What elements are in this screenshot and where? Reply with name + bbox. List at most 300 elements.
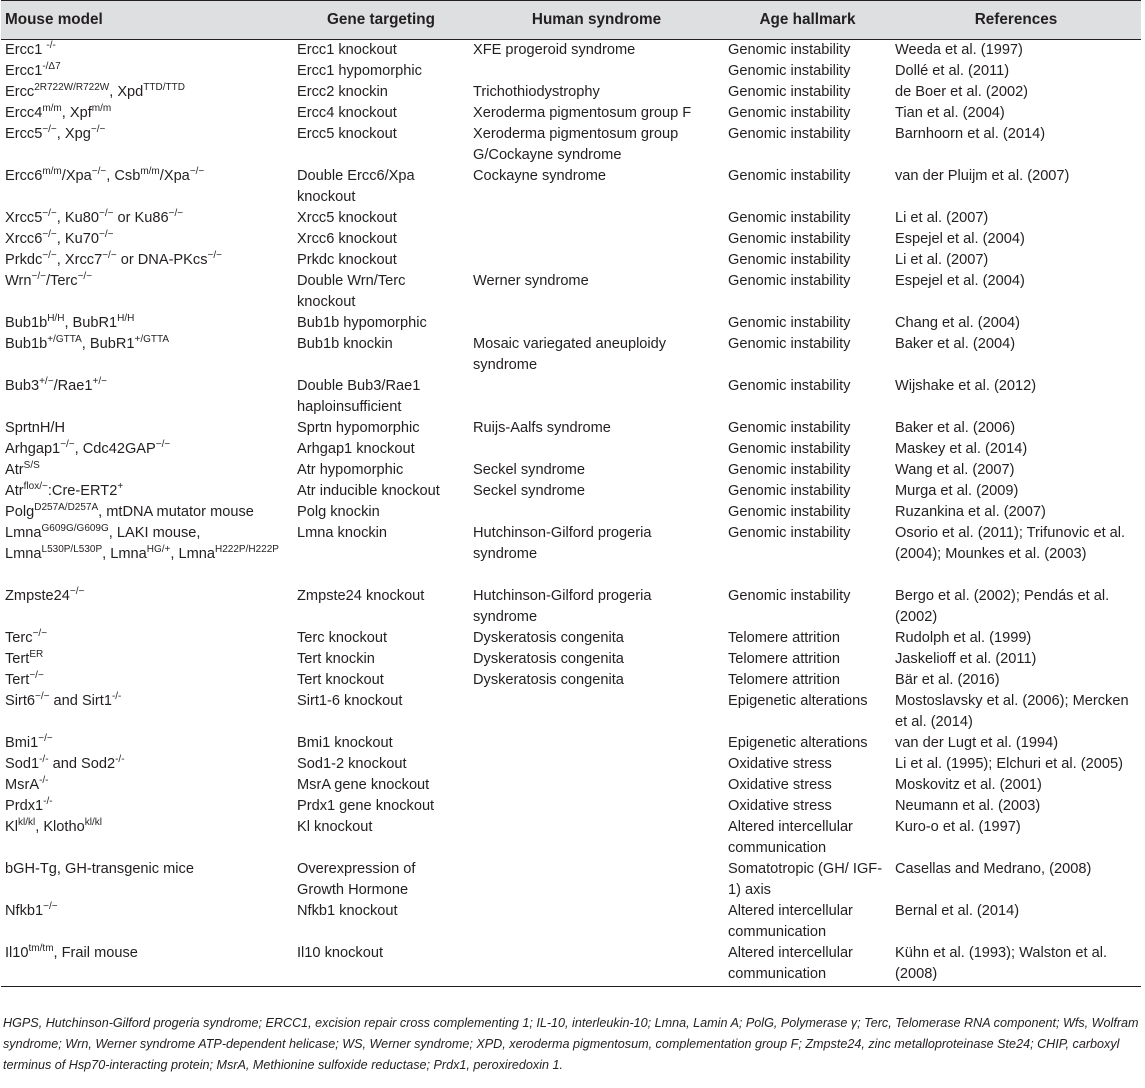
cell-mouse-model (1, 418, 293, 439)
genotype-superscript: +/− (39, 376, 54, 387)
cell-references: Wang et al. (2007) (895, 462, 1015, 478)
cell-human-syndrome (469, 733, 724, 754)
cell-gene-targeting: MsrA gene knockout (297, 777, 430, 793)
genotype-superscript: -/- (39, 754, 49, 765)
model-text: Bub3 (5, 378, 40, 394)
genotype-superscript: −/− (98, 229, 114, 240)
genotype-superscript: −/− (91, 166, 107, 177)
model-text: , Xpf (61, 105, 92, 121)
cell-references: Bergo et al. (2002); Pendás et al. (2002) (895, 588, 1110, 625)
table-row (1, 859, 1141, 901)
table-row (1, 166, 1141, 208)
genotype-superscript: tm/tm (28, 943, 54, 954)
cell-human-syndrome: Seckel syndrome (473, 483, 585, 499)
model-text: Bmi1 (5, 735, 39, 751)
cell-human-syndrome (469, 775, 724, 796)
cell-references: Weeda et al. (1997) (895, 42, 1023, 58)
cell-gene-targeting: Double Wrn/Terc knockout (297, 273, 406, 310)
table-row (1, 124, 1141, 166)
model-text: Kl (5, 819, 18, 835)
header-age-hallmark: Age hallmark (724, 1, 891, 40)
model-text: Arhgap1 (5, 441, 61, 457)
model-text: Nfkb1 (5, 903, 44, 919)
model-text: or DNA-PKcs (116, 252, 208, 268)
model-text: Lmna (5, 525, 42, 541)
cell-gene-targeting: Atr inducible knockout (297, 483, 440, 499)
cell-references: Mostoslavsky et al. (2006); Mercken et al. (2014) (895, 693, 1129, 730)
cell-human-syndrome: Hutchinson-Gilford progeria syndrome (473, 525, 652, 562)
table-row (1, 439, 1141, 460)
cell-references: Baker et al. (2006) (895, 420, 1016, 436)
table-row (1, 271, 1141, 313)
cell-human-syndrome (469, 250, 724, 271)
cell-mouse-model (1, 40, 293, 62)
cell-references: Ruzankina et al. (2007) (895, 504, 1046, 520)
genotype-superscript: −/− (38, 733, 53, 744)
model-text: Atr (5, 483, 24, 499)
cell-gene-targeting: Kl knockout (297, 819, 373, 835)
genotype-superscript: −/− (43, 901, 58, 912)
cell-gene-targeting: Sirt1-6 knockout (297, 693, 403, 709)
genotype-superscript: −/− (42, 229, 57, 240)
cell-references: Wijshake et al. (2012) (895, 378, 1037, 394)
genotype-superscript: −/− (35, 691, 50, 702)
cell-gene-targeting: Double Ercc6/Xpa knockout (297, 168, 415, 205)
cell-mouse-model (1, 439, 293, 460)
cell-age-hallmark: Genomic instability (728, 462, 851, 478)
genotype-superscript: −/− (90, 124, 106, 135)
cell-mouse-model (1, 502, 293, 523)
cell-age-hallmark: Oxidative stress (728, 756, 832, 772)
cell-human-syndrome: Cockayne syndrome (473, 168, 607, 184)
model-text: , Cdc42GAP (74, 441, 156, 457)
cell-human-syndrome: Hutchinson-Gilford progeria syndrome (473, 588, 652, 625)
cell-mouse-model (1, 61, 293, 82)
cell-age-hallmark: Genomic instability (728, 105, 851, 121)
model-text: /Xpa (61, 168, 92, 184)
genotype-superscript: −/− (168, 208, 184, 219)
cell-gene-targeting: Overexpression of Growth Hormone (297, 861, 416, 898)
model-text: , Frail mouse (53, 945, 138, 961)
cell-references: van der Lugt et al. (1994) (895, 735, 1059, 751)
model-text: and Sod2 (48, 756, 116, 772)
cell-references: Kuro-o et al. (1997) (895, 819, 1021, 835)
cell-mouse-model (1, 166, 293, 208)
model-text: Ercc1 (5, 42, 47, 58)
cell-gene-targeting: Prkdc knockout (297, 252, 397, 268)
model-text: Bub1b (5, 315, 48, 331)
cell-mouse-model (1, 775, 293, 796)
cell-gene-targeting: Arhgap1 knockout (297, 441, 415, 457)
genotype-superscript: L530P/L530P (41, 544, 103, 555)
cell-references: Jaskelioff et al. (2011) (895, 651, 1037, 667)
cell-mouse-model (1, 670, 293, 691)
model-text: Terc (5, 630, 33, 646)
table-row (1, 733, 1141, 754)
table-row (1, 523, 1141, 586)
cell-references: Li et al. (2007) (895, 210, 989, 226)
table-body (1, 40, 1141, 987)
genotype-superscript: -/- (111, 691, 122, 702)
cell-references: Bernal et al. (2014) (895, 903, 1020, 919)
cell-mouse-model (1, 271, 293, 313)
cell-age-hallmark: Genomic instability (728, 126, 851, 142)
model-text: Wrn (5, 273, 32, 289)
cell-human-syndrome (469, 859, 724, 901)
model-text: and Sirt1 (49, 693, 112, 709)
cell-gene-targeting: Bub1b hypomorphic (297, 315, 427, 331)
model-text: Polg (5, 504, 35, 520)
cell-human-syndrome (469, 229, 724, 250)
cell-mouse-model (1, 208, 293, 229)
genotype-superscript: -/- (46, 40, 56, 51)
cell-age-hallmark: Oxidative stress (728, 798, 832, 814)
mouse-models-table (1, 0, 1141, 987)
table-row (1, 628, 1141, 649)
genotype-superscript: + (117, 481, 124, 492)
table-row (1, 229, 1141, 250)
cell-age-hallmark: Altered intercellular communication (728, 903, 853, 940)
cell-age-hallmark: Somatotropic (GH/ IGF-1) axis (728, 861, 883, 898)
cell-age-hallmark: Genomic instability (728, 252, 851, 268)
table-row (1, 208, 1141, 229)
table-row (1, 586, 1141, 628)
header-row (1, 1, 1141, 40)
cell-gene-targeting: Ercc5 knockout (297, 126, 397, 142)
cell-mouse-model (1, 628, 293, 649)
model-text: , Xpd (109, 84, 144, 100)
genotype-superscript: +/− (92, 376, 107, 387)
cell-age-hallmark: Telomere attrition (728, 630, 840, 646)
genotype-superscript: −/− (155, 439, 171, 450)
cell-mouse-model (1, 943, 293, 986)
cell-mouse-model (1, 733, 293, 754)
header-human-syndrome: Human syndrome (469, 1, 724, 40)
header-mouse-model: Mouse model (1, 1, 293, 40)
cell-human-syndrome (469, 943, 724, 986)
table-row (1, 502, 1141, 523)
cell-gene-targeting: Double Bub3/Rae1 haploinsufficient (297, 378, 421, 415)
cell-age-hallmark: Genomic instability (728, 525, 851, 541)
cell-mouse-model (1, 124, 293, 166)
model-text: Atr (5, 462, 24, 478)
cell-age-hallmark: Genomic instability (728, 315, 851, 331)
genotype-superscript: m/m (42, 103, 62, 114)
model-text: , Csb (106, 168, 141, 184)
cell-age-hallmark: Telomere attrition (728, 672, 840, 688)
model-text: , Lmna (170, 546, 216, 562)
model-text: Tert (5, 672, 30, 688)
genotype-superscript: −/− (60, 439, 75, 450)
cell-mouse-model (1, 817, 293, 859)
genotype-superscript: −/− (207, 250, 222, 261)
cell-mouse-model (1, 481, 293, 502)
model-text: , Ku70 (56, 231, 99, 247)
cell-human-syndrome: Trichothiodystrophy (473, 84, 600, 100)
cell-references: van der Pluijm et al. (2007) (895, 168, 1070, 184)
cell-gene-targeting: Ercc4 knockout (297, 105, 397, 121)
cell-age-hallmark: Genomic instability (728, 504, 851, 520)
model-text: Bub1b (5, 336, 48, 352)
table-row (1, 250, 1141, 271)
model-text: /Rae1 (53, 378, 93, 394)
cell-gene-targeting: Il10 knockout (297, 945, 383, 961)
model-text: Ercc (5, 84, 35, 100)
genotype-superscript: G609G/G609G (41, 523, 109, 534)
genotype-superscript: -/- (43, 796, 53, 807)
table-header (1, 1, 1141, 40)
genotype-superscript: H/H (117, 313, 135, 324)
cell-age-hallmark: Epigenetic alterations (728, 735, 868, 751)
cell-references: Kühn et al. (1993); Walston et al. (2008) (895, 945, 1107, 982)
cell-gene-targeting: Polg knockin (297, 504, 380, 520)
table-row (1, 691, 1141, 733)
model-text: Xrcc5 (5, 210, 43, 226)
cell-mouse-model (1, 460, 293, 481)
table-row (1, 775, 1141, 796)
cell-human-syndrome (469, 754, 724, 775)
model-text: , Xrcc7 (56, 252, 103, 268)
model-text: , Klotho (35, 819, 85, 835)
cell-age-hallmark: Genomic instability (728, 420, 851, 436)
cell-gene-targeting: Ercc1 hypomorphic (297, 63, 422, 79)
cell-references: Espejel et al. (2004) (895, 231, 1025, 247)
model-text: Zmpste24 (5, 588, 70, 604)
model-text: , Lmna (102, 546, 147, 562)
cell-references: Maskey et al. (2014) (895, 441, 1028, 457)
cell-gene-targeting: Bmi1 knockout (297, 735, 393, 751)
model-text: Ercc6 (5, 168, 43, 184)
table-row (1, 460, 1141, 481)
cell-age-hallmark: Genomic instability (728, 84, 851, 100)
table-footnote: HGPS, Hutchinson-Gilford progeria syndrome; ERCC1, excision repair cross complementing 1; IL-10, interleukin-10; Lmna, Lamin A; PolG, Polymerase γ; Terc, Telomerase RNA component; Wfs, Wolfram syndrome; Wrn, Werner syndrome ATP-dependent helicase; WS, Werner syndrome; XPD, xeroderma pigmentosum, complementation group F; Zmpste24, zinc metalloproteinase Ste24; CHIP, carboxyl terminus of Hsp70-interacting protein; MsrA, Methionine sulfoxide reductase; Prdx1, peroxiredoxin 1. (3, 1016, 1139, 1072)
cell-mouse-model (1, 691, 293, 733)
cell-mouse-model (1, 754, 293, 775)
cell-gene-targeting: Lmna knockin (297, 525, 388, 541)
table-row (1, 670, 1141, 691)
cell-references: Dollé et al. (2011) (895, 63, 1010, 79)
genotype-superscript: −/− (42, 124, 57, 135)
cell-mouse-model (1, 586, 293, 628)
table-row (1, 313, 1141, 334)
model-text: bGH-Tg, GH-transgenic mice (5, 861, 194, 877)
cell-mouse-model (1, 523, 293, 586)
model-text: or Ku86 (113, 210, 169, 226)
cell-mouse-model (1, 82, 293, 103)
genotype-superscript: m/m (140, 166, 160, 177)
cell-references: Moskovitz et al. (2001) (895, 777, 1042, 793)
cell-gene-targeting: Zmpste24 knockout (297, 588, 425, 604)
genotype-superscript: −/− (29, 670, 44, 681)
cell-references: Barnhoorn et al. (2014) (895, 126, 1046, 142)
table-row (1, 481, 1141, 502)
cell-age-hallmark: Genomic instability (728, 336, 851, 352)
model-text: , Ku80 (56, 210, 99, 226)
model-text: Ercc4 (5, 105, 43, 121)
cell-mouse-model (1, 859, 293, 901)
table-row (1, 754, 1141, 775)
table-row (1, 901, 1141, 943)
cell-references: Neumann et al. (2003) (895, 798, 1041, 814)
cell-age-hallmark: Oxidative stress (728, 777, 832, 793)
cell-human-syndrome (469, 313, 724, 334)
genotype-superscript: −/− (77, 271, 93, 282)
genotype-superscript: −/− (102, 250, 117, 261)
table-row (1, 334, 1141, 376)
cell-references: Baker et al. (2004) (895, 336, 1016, 352)
cell-gene-targeting: Nfkb1 knockout (297, 903, 398, 919)
genotype-superscript: -/Δ7 (42, 61, 61, 72)
table-row (1, 649, 1141, 670)
genotype-superscript: m/m (91, 103, 112, 114)
cell-age-hallmark: Genomic instability (728, 483, 851, 499)
model-text: :Cre-ERT2 (47, 483, 118, 499)
table-row (1, 82, 1141, 103)
cell-mouse-model (1, 250, 293, 271)
cell-references: Rudolph et al. (1999) (895, 630, 1032, 646)
genotype-superscript: kl/kl (17, 817, 36, 828)
cell-gene-targeting: Prdx1 gene knockout (297, 798, 435, 814)
model-text: Prdx1 (5, 798, 44, 814)
cell-age-hallmark: Altered intercellular communication (728, 819, 853, 856)
table-row (1, 376, 1141, 418)
model-text: , mtDNA mutator mouse (98, 504, 254, 520)
model-text: Sod1 (5, 756, 40, 772)
model-text: Il10 (5, 945, 29, 961)
cell-references: Murga et al. (2009) (895, 483, 1019, 499)
cell-human-syndrome (469, 208, 724, 229)
cell-references: Espejel et al. (2004) (895, 273, 1025, 289)
cell-age-hallmark: Genomic instability (728, 63, 851, 79)
cell-human-syndrome (469, 817, 724, 859)
model-text: Prkdc (5, 252, 43, 268)
cell-gene-targeting: Terc knockout (297, 630, 388, 646)
genotype-superscript: −/− (69, 586, 85, 597)
cell-age-hallmark: Genomic instability (728, 441, 851, 457)
cell-gene-targeting: Xrcc5 knockout (297, 210, 397, 226)
genotype-superscript: H222P/H222P (215, 544, 279, 555)
genotype-superscript: flox/− (23, 481, 48, 492)
cell-gene-targeting: Tert knockout (297, 672, 384, 688)
cell-mouse-model (1, 796, 293, 817)
genotype-superscript: −/− (42, 250, 57, 261)
cell-human-syndrome (469, 901, 724, 943)
cell-human-syndrome: Seckel syndrome (473, 462, 585, 478)
cell-references: Li et al. (2007) (895, 252, 989, 268)
cell-age-hallmark: Genomic instability (728, 42, 851, 58)
header-gene-targeting: Gene targeting (293, 1, 469, 40)
model-text: Tert (5, 651, 30, 667)
cell-age-hallmark: Genomic instability (728, 210, 851, 226)
genotype-superscript: −/− (189, 166, 205, 177)
cell-age-hallmark: Genomic instability (728, 378, 851, 394)
cell-age-hallmark: Genomic instability (728, 588, 851, 604)
model-text: /Terc (45, 273, 78, 289)
cell-references: Bär et al. (2016) (895, 672, 1000, 688)
genotype-superscript: −/− (98, 208, 114, 219)
model-text: , BubR1 (81, 336, 135, 352)
model-text: /Xpa (159, 168, 190, 184)
genotype-superscript: -/- (39, 775, 49, 786)
cell-gene-targeting: Tert knockin (297, 651, 375, 667)
genotype-superscript: +/GTTA (47, 334, 82, 345)
cell-references: Tian et al. (2004) (895, 105, 1005, 121)
cell-references: Li et al. (1995); Elchuri et al. (2005) (895, 756, 1123, 772)
cell-human-syndrome: Mosaic variegated aneuploidy syndrome (473, 336, 667, 373)
model-text: Sirt6 (5, 693, 36, 709)
genotype-superscript: D257A/D257A (34, 502, 99, 513)
table-row (1, 796, 1141, 817)
cell-gene-targeting: Ercc2 knockin (297, 84, 388, 100)
genotype-superscript: ER (29, 649, 44, 660)
cell-human-syndrome: Dyskeratosis congenita (473, 672, 624, 688)
cell-human-syndrome: Xeroderma pigmentosum group G/Cockayne syndrome (473, 126, 679, 163)
cell-human-syndrome (469, 439, 724, 460)
table-row (1, 40, 1141, 62)
cell-gene-targeting: Ercc1 knockout (297, 42, 397, 58)
cell-human-syndrome (469, 796, 724, 817)
genotype-superscript: +/GTTA (134, 334, 170, 345)
cell-age-hallmark: Genomic instability (728, 273, 851, 289)
table-row (1, 418, 1141, 439)
genotype-superscript: S/S (23, 460, 40, 471)
model-text: , Xpg (56, 126, 91, 142)
model-text: SprtnH/H (5, 420, 66, 436)
model-text: Ercc5 (5, 126, 43, 142)
cell-human-syndrome: Xeroderma pigmentosum group F (473, 105, 692, 121)
cell-mouse-model (1, 901, 293, 943)
cell-human-syndrome: Dyskeratosis congenita (473, 630, 624, 646)
cell-human-syndrome: Werner syndrome (473, 273, 589, 289)
cell-mouse-model (1, 229, 293, 250)
cell-gene-targeting: Sod1-2 knockout (297, 756, 407, 772)
cell-mouse-model (1, 649, 293, 670)
genotype-superscript: 2R722W/R722W (34, 82, 110, 93)
cell-references: Osorio et al. (2011); Trifunovic et al. (2004); Mounkes et al. (2003) (895, 525, 1126, 562)
model-text: , LAKI mouse, Lmna (5, 525, 201, 562)
cell-mouse-model (1, 103, 293, 124)
cell-age-hallmark: Genomic instability (728, 168, 851, 184)
table-row (1, 103, 1141, 124)
model-text: Ercc1 (5, 63, 43, 79)
cell-age-hallmark: Epigenetic alterations (728, 693, 868, 709)
genotype-superscript: H/H (47, 313, 65, 324)
cell-gene-targeting: Xrcc6 knockout (297, 231, 397, 247)
cell-human-syndrome (469, 376, 724, 418)
model-text: , BubR1 (64, 315, 118, 331)
cell-mouse-model (1, 376, 293, 418)
cell-human-syndrome (469, 502, 724, 523)
genotype-superscript: -/- (115, 754, 125, 765)
genotype-superscript: −/− (31, 271, 46, 282)
cell-mouse-model (1, 313, 293, 334)
table-row (1, 943, 1141, 986)
cell-references: Casellas and Medrano, (2008) (895, 861, 1092, 877)
model-text: MsrA (5, 777, 40, 793)
table-row (1, 817, 1141, 859)
cell-human-syndrome (469, 61, 724, 82)
genotype-superscript: kl/kl (84, 817, 102, 828)
genotype-superscript: TTD/TTD (143, 82, 185, 93)
cell-human-syndrome: Dyskeratosis congenita (473, 651, 624, 667)
cell-age-hallmark: Altered intercellular communication (728, 945, 853, 982)
cell-gene-targeting: Bub1b knockin (297, 336, 393, 352)
table-row (1, 61, 1141, 82)
header-references: References (891, 1, 1141, 40)
genotype-superscript: HG/+ (146, 544, 171, 555)
cell-age-hallmark: Genomic instability (728, 231, 851, 247)
genotype-superscript: −/− (42, 208, 57, 219)
